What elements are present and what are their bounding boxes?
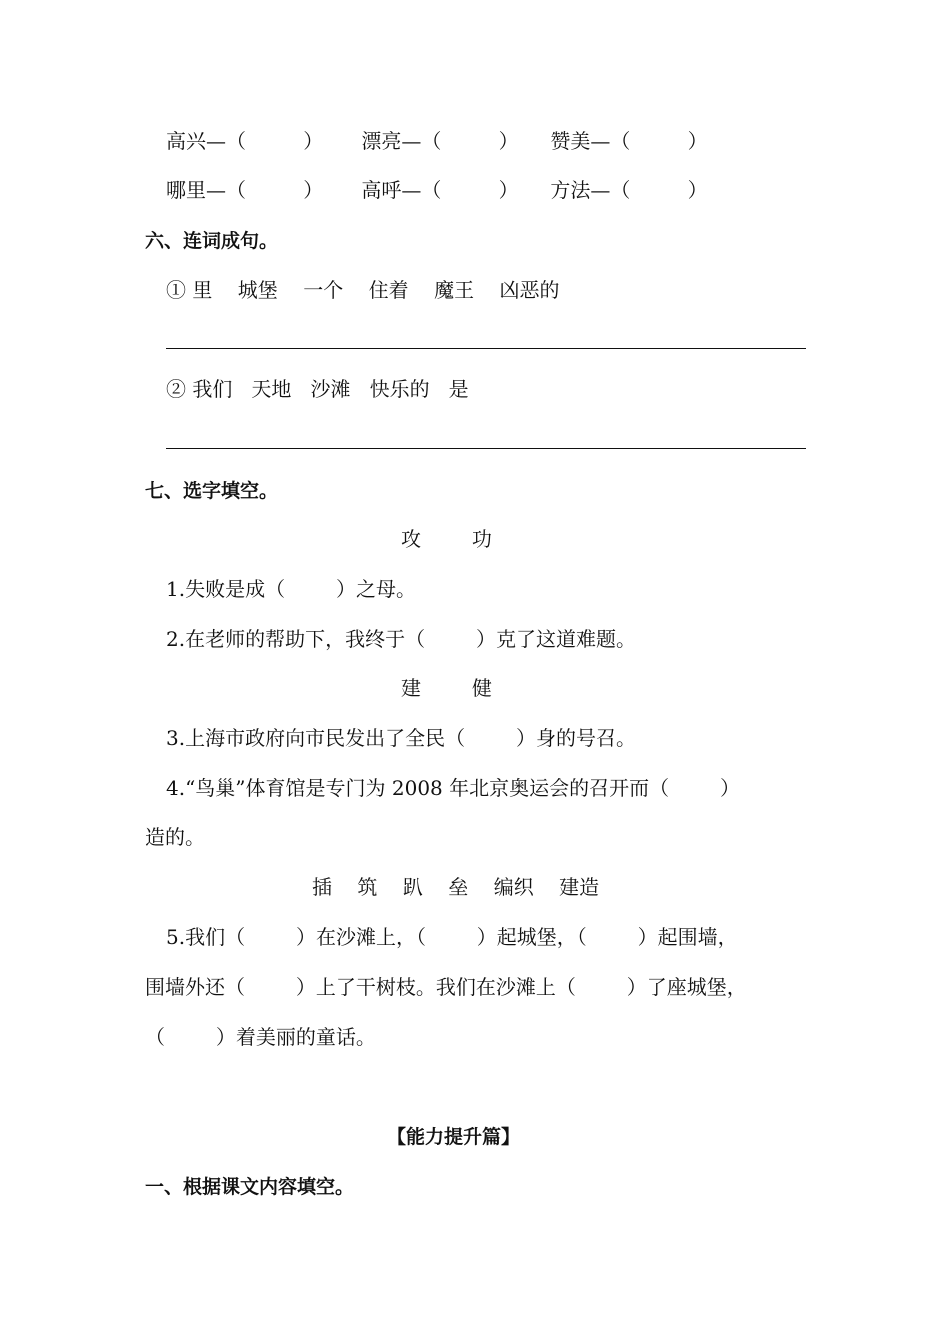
question-5-line-2: 围墙外还（ ）上了干树枝。我们在沙滩上（ ）了座城堡，: [145, 975, 747, 999]
choice-set-1: 攻 功: [401, 527, 492, 551]
antonym-row-1: 高兴—（ ） 漂亮—（ ） 赞美—（ ）: [166, 129, 708, 153]
answer-line-1: [166, 348, 806, 349]
choice-set-3: 插 筑 趴 垒 编织 建造: [312, 875, 600, 899]
question-3: 3.上海市政府向市民发出了全民（ ）身的号召。: [166, 726, 636, 750]
question-1: 1.失败是成（ ）之母。: [166, 577, 416, 601]
question-5-line-1: 5.我们（ ）在沙滩上，（ ）起城堡，（ ）起围墙，: [166, 925, 738, 949]
section7-heading: 七、选字填空。: [145, 480, 279, 502]
choice-set-2: 建 健: [401, 676, 492, 700]
section6-heading: 六、连词成句。: [145, 230, 279, 252]
question-4-line-1: 4.“鸟巢”体育馆是专门为 2008 年北京奥运会的召开而（ ）: [166, 776, 741, 800]
question-4-line-2: 造的。: [145, 825, 205, 849]
answer-line-2: [166, 448, 806, 449]
question-2: 2.在老师的帮助下，我终于（ ）克了这道难题。: [166, 627, 636, 651]
antonym-row-2: 哪里—（ ） 高呼—（ ） 方法—（ ）: [166, 178, 708, 202]
ability-title: 【能力提升篇】: [387, 1126, 521, 1148]
sentence-item-2: ② 我们 天地 沙滩 快乐的 是: [166, 377, 469, 401]
sentence-item-1: ① 里 城堡 一个 住着 魔王 凶恶的: [166, 278, 560, 302]
question-5-line-3: （ ）着美丽的童话。: [145, 1025, 376, 1049]
ability-heading-1: 一、根据课文内容填空。: [145, 1176, 355, 1198]
